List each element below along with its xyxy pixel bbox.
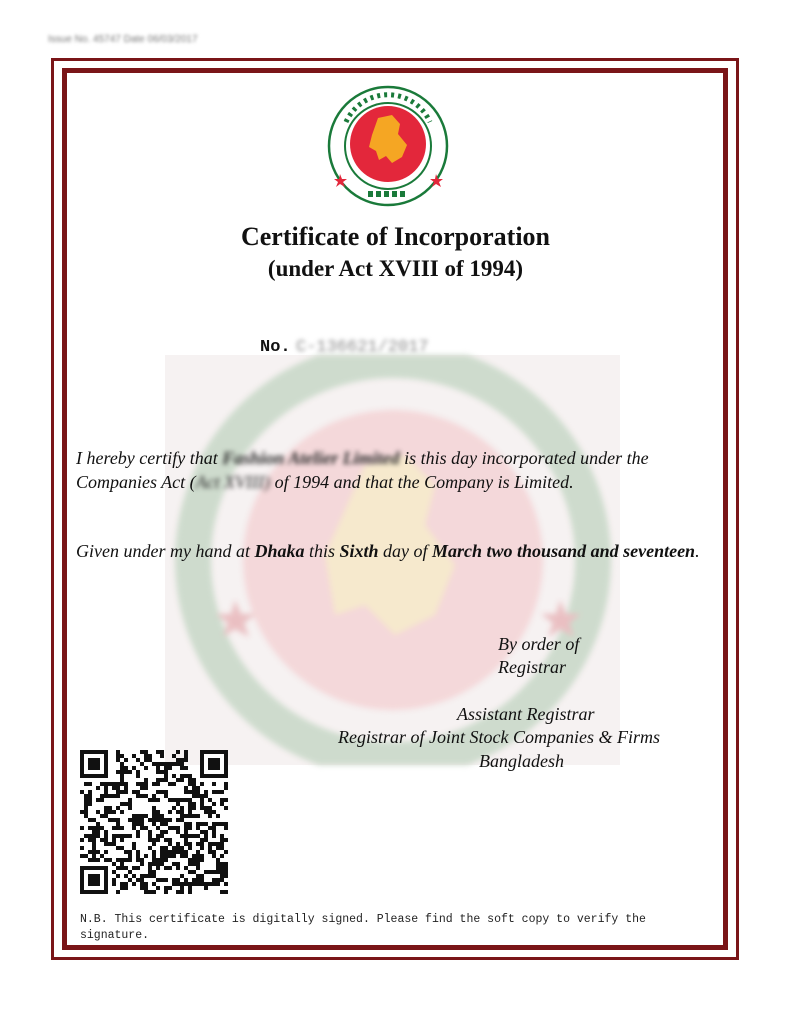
registrar-label: Registrar <box>498 657 567 677</box>
cert-text-2: is this day incorporated under the Companies Act ( <box>76 448 649 492</box>
act-reference: Act XVIII) <box>195 472 271 492</box>
registrar-office: Registrar of Joint Stock Companies & Firms <box>338 727 660 747</box>
date-value: March two thousand and seventeen <box>432 541 696 561</box>
place-name: Dhaka <box>254 541 305 561</box>
given-text-1: Given under my hand at <box>76 541 255 561</box>
assistant-registrar: Assistant Registrar <box>457 704 595 724</box>
given-under-paragraph <box>76 539 718 563</box>
day-value: Sixth <box>339 541 379 561</box>
given-text-2: this <box>304 541 340 561</box>
cert-text-1: I hereby certify that <box>76 448 223 468</box>
qr-code-icon <box>80 750 228 894</box>
registration-number-value: C-136621/2017 <box>296 338 429 357</box>
bangladesh-government-seal-icon <box>324 82 452 210</box>
given-text-4: . <box>695 541 700 561</box>
certificate-subtitle: (under Act XVIII of 1994) <box>267 256 524 281</box>
company-name: Fashion Atelier Limited <box>222 448 400 468</box>
digital-signature-note: N.B. This certificate is digitally signed. Please find the soft copy to verify the signature. <box>80 913 646 942</box>
certificate-title: Certificate of Incorporation <box>240 222 551 251</box>
by-order-of: By order of <box>498 634 580 654</box>
registration-number-label: No. <box>260 338 291 357</box>
issue-number-line: Issue No. 45747 Date 06/03/2017 <box>48 34 198 45</box>
cert-text-3: of 1994 and that the Company is Limited. <box>270 472 574 492</box>
country-name: Bangladesh <box>479 751 564 771</box>
certification-paragraph <box>76 446 718 494</box>
given-text-3: day of <box>378 541 433 561</box>
